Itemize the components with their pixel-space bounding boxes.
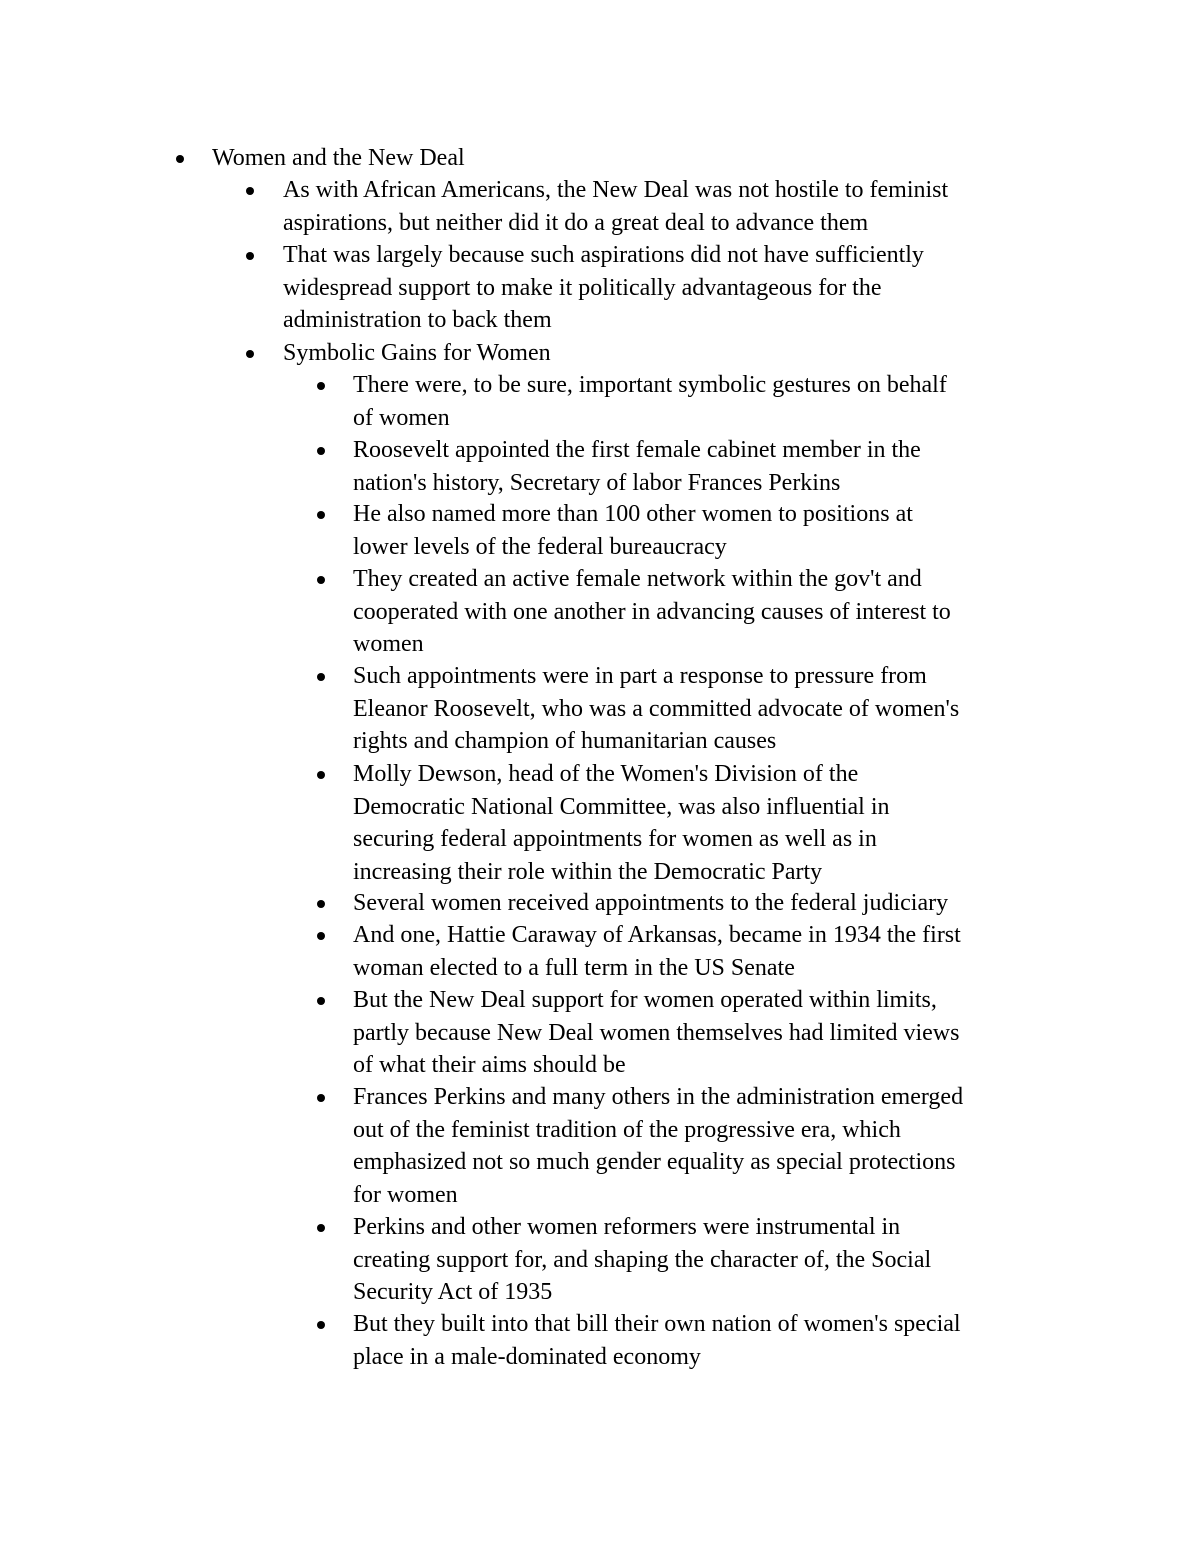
bullet-icon: [246, 252, 254, 260]
list-item: [353, 369, 947, 434]
item-line: place in a male-dominated economy: [353, 1343, 701, 1370]
bullet-icon: [317, 932, 325, 940]
item-line: widespread support to make it politically advantageous for the: [283, 274, 882, 301]
list-item: [283, 174, 948, 239]
list-item: [353, 887, 948, 920]
item-line: Symbolic Gains for Women: [283, 340, 551, 366]
item-line: Molly Dewson, head of the Women's Division of the: [353, 761, 859, 787]
item-line: rights and champion of humanitarian causes: [353, 728, 777, 754]
item-line: women: [353, 631, 424, 657]
item-line: emphasized not so much gender equality as special protections: [353, 1149, 956, 1175]
list-item: [283, 337, 551, 370]
item-line: lower levels of the federal bureaucracy: [353, 533, 727, 560]
bullet-icon: [317, 447, 325, 455]
item-line: Perkins and other women reformers were instrumental in: [353, 1214, 901, 1240]
item-line: cooperated with one another in advancing causes of interest to: [353, 598, 951, 625]
list-item: [353, 434, 921, 499]
item-line: They created an active female network within the gov't and: [353, 566, 922, 592]
item-line: Democratic National Committee, was also influential in: [353, 793, 890, 820]
bullet-icon: [317, 900, 325, 908]
list-item: [283, 239, 924, 337]
bullet-icon: [317, 576, 325, 584]
item-line: As with African Americans, the New Deal was not hostile to feminist: [283, 177, 949, 203]
bullet-icon: [317, 1321, 325, 1329]
item-line: out of the feminist tradition of the progressive era, which: [353, 1116, 901, 1143]
item-line: Eleanor Roosevelt, who was a committed advocate of women's: [353, 695, 960, 722]
list-item: [353, 563, 951, 661]
item-line: But the New Deal support for women operated within limits,: [353, 987, 937, 1013]
bullet-icon: [317, 673, 325, 681]
list-item: [353, 660, 959, 758]
item-line: of women: [353, 404, 450, 431]
item-line: Such appointments were in part a response to pressure from: [353, 663, 927, 689]
item-line: But they built into that bill their own nation of women's special: [353, 1311, 961, 1337]
bullet-icon: [246, 187, 254, 195]
item-line: administration to back them: [283, 307, 552, 333]
item-line: Security Act of 1935: [353, 1279, 553, 1305]
bullet-icon: [176, 155, 184, 163]
item-line: woman elected to a full term in the US Senate: [353, 954, 795, 981]
bullet-icon: [246, 350, 254, 358]
item-line: Roosevelt appointed the first female cabinet member in the: [353, 437, 921, 463]
list-item: [353, 1308, 961, 1373]
bullet-icon: [317, 1224, 325, 1232]
item-line: Several women received appointments to the federal judiciary: [353, 890, 949, 916]
item-line: of what their aims should be: [353, 1052, 626, 1078]
item-line: There were, to be sure, important symbolic gestures on behalf: [353, 372, 947, 398]
list-item: [353, 758, 890, 888]
bullet-icon: [317, 771, 325, 779]
bullet-icon: [317, 997, 325, 1005]
item-line: partly because New Deal women themselves had limited views: [353, 1019, 960, 1046]
list-item: [353, 1081, 963, 1211]
item-line: increasing their role within the Democratic Party: [353, 858, 823, 885]
item-line: securing federal appointments for women as well as in: [353, 826, 877, 852]
item-line: nation's history, Secretary of labor Frances Perkins: [353, 469, 841, 496]
item-line: creating support for, and shaping the character of, the Social: [353, 1246, 932, 1273]
list-item: [353, 919, 961, 984]
item-line: And one, Hattie Caraway of Arkansas, became in 1934 the first: [353, 922, 961, 948]
item-line: aspirations, but neither did it do a great deal to advance them: [283, 209, 869, 236]
item-line: That was largely because such aspirations did not have sufficiently: [283, 242, 924, 268]
outline-heading: [212, 142, 465, 175]
item-line: for women: [353, 1181, 458, 1208]
item-line: Frances Perkins and many others in the administration emerged: [353, 1084, 964, 1110]
bullet-icon: [317, 511, 325, 519]
heading-text: Women and the New Deal: [212, 145, 465, 171]
bullet-icon: [317, 382, 325, 390]
list-item: [353, 984, 959, 1082]
list-item: [353, 1211, 931, 1309]
list-item: [353, 498, 913, 563]
bullet-icon: [317, 1094, 325, 1102]
item-line: He also named more than 100 other women to positions at: [353, 501, 913, 527]
